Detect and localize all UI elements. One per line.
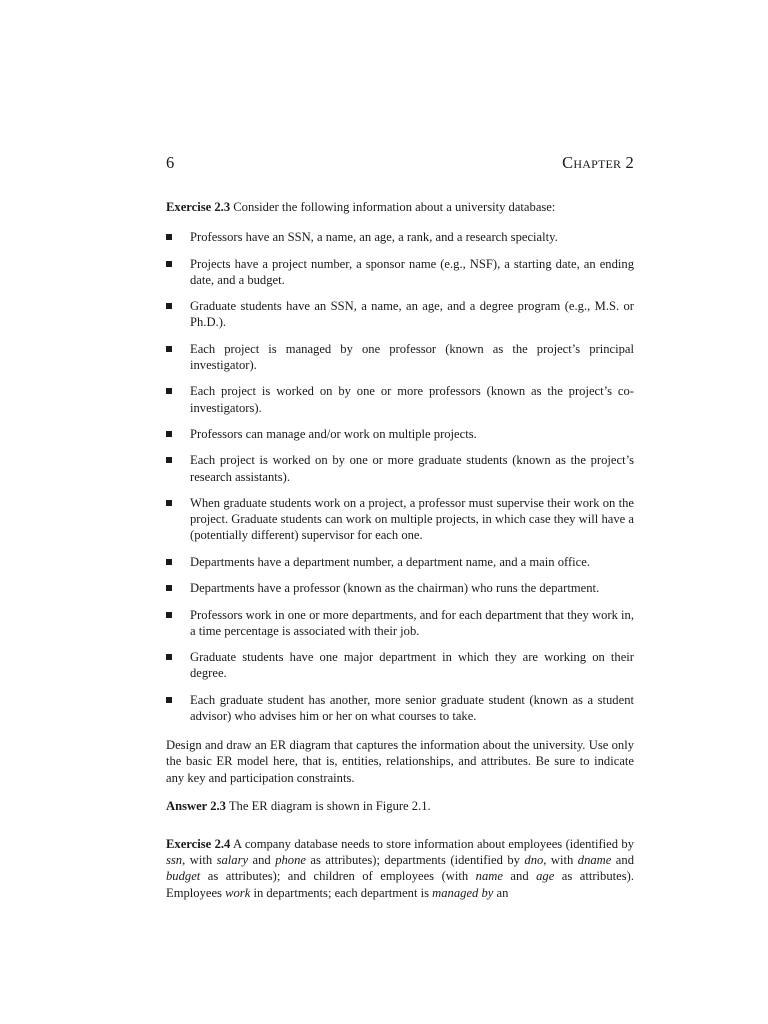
term-managed-by: managed by xyxy=(432,885,494,900)
list-item xyxy=(166,298,634,330)
text-run: and xyxy=(502,869,537,884)
term-dno: dno xyxy=(524,853,544,868)
list-item xyxy=(166,580,634,596)
list-item-text: Each graduate student has another, more senior graduate student (known as a student advisor) who advises him or her on what courses to take. xyxy=(190,692,634,723)
exercise-2-3-task: Design and draw an ER diagram that captures the information about the university. Use only the basic ER model here, that is, entities, relationships, and attributes. Be sure to indicate any key and participation constraints. xyxy=(166,738,634,785)
term-dname: dname xyxy=(577,853,612,868)
exercise-2-3-intro xyxy=(166,199,634,215)
list-item-text: Projects have a project number, a sponsor name (e.g., NSF), a starting date, an ending date, and a budget. xyxy=(190,256,634,287)
bullet-square-icon xyxy=(166,612,172,618)
list-item-text: When graduate students work on a project, a professor must supervise their work on the project. Graduate students can work on multiple projects, in which case they will have a (potentially different) supervisor for each one. xyxy=(190,495,634,543)
bullet-square-icon xyxy=(166,261,172,267)
text-run: in departments; each department is xyxy=(250,885,433,900)
requirements-list xyxy=(166,229,634,724)
list-item-text: Each project is worked on by one or more graduate students (known as the project’s research assistants). xyxy=(190,453,634,484)
text-run: , with xyxy=(543,853,578,868)
exercise-2-4 xyxy=(166,836,634,901)
page-header xyxy=(166,153,634,175)
list-item-text: Graduate students have an SSN, a name, an age, and a degree program (e.g., M.S. or Ph.D.). xyxy=(190,299,634,330)
page-content xyxy=(166,199,634,901)
bullet-square-icon xyxy=(166,457,172,463)
bullet-square-icon xyxy=(166,431,172,437)
list-item-text: Professors have an SSN, a name, an age, a rank, and a research specialty. xyxy=(190,230,558,245)
list-item-text: Departments have a professor (known as the chairman) who runs the department. xyxy=(190,581,600,596)
list-item-text: Each project is worked on by one or more professors (known as the project’s co-investigators). xyxy=(190,384,634,415)
bullet-square-icon xyxy=(166,234,172,240)
bullet-square-icon xyxy=(166,559,172,565)
text-run: A company database needs to store information about employees (identified by xyxy=(233,836,634,851)
list-item xyxy=(166,495,634,544)
text-run: and xyxy=(611,853,634,868)
term-age: age xyxy=(536,869,555,884)
text-run: as attributes); and children of employees (with xyxy=(200,869,476,884)
list-item xyxy=(166,383,634,415)
term-phone: phone xyxy=(275,853,306,868)
bullet-square-icon xyxy=(166,654,172,660)
answer-text: The ER diagram is shown in Figure 2.1. xyxy=(228,798,431,813)
bullet-square-icon xyxy=(166,697,172,703)
list-item xyxy=(166,452,634,484)
list-item xyxy=(166,229,634,245)
exercise-label: Exercise 2.4 xyxy=(166,836,231,851)
answer-2-3 xyxy=(166,798,634,814)
text-run: and xyxy=(248,853,276,868)
text-run: an xyxy=(493,885,509,900)
list-item-text: Professors can manage and/or work on multiple projects. xyxy=(190,426,477,441)
page-number: 6 xyxy=(166,153,175,172)
list-item-text: Graduate students have one major department in which they are working on their degree. xyxy=(190,650,634,681)
list-item xyxy=(166,341,634,373)
list-item xyxy=(166,426,634,442)
bullet-square-icon xyxy=(166,346,172,352)
list-item-text: Professors work in one or more departments, and for each department that they work in, a time percentage is associated with their job. xyxy=(190,607,634,638)
text-run: , with xyxy=(182,853,217,868)
bullet-square-icon xyxy=(166,388,172,394)
list-item-text: Departments have a department number, a department name, and a main office. xyxy=(190,554,590,569)
term-salary: salary xyxy=(216,853,249,868)
list-item xyxy=(166,554,634,570)
term-work: work xyxy=(225,885,251,900)
exercise-label: Exercise 2.3 xyxy=(166,200,231,214)
list-item xyxy=(166,692,634,724)
bullet-square-icon xyxy=(166,585,172,591)
term-ssn: ssn xyxy=(166,853,183,868)
list-item-text: Each project is managed by one professor (known as the project’s principal investigator). xyxy=(190,341,634,372)
list-item xyxy=(166,649,634,681)
term-budget: budget xyxy=(166,869,201,884)
text-run: as attributes); departments (identified by xyxy=(305,853,525,868)
term-name: name xyxy=(475,869,503,884)
chapter-title: Chapter 2 xyxy=(562,153,634,172)
text-run: as attributes). Employees xyxy=(166,869,634,900)
list-item xyxy=(166,256,634,288)
bullet-square-icon xyxy=(166,303,172,309)
list-item xyxy=(166,607,634,639)
answer-label: Answer 2.3 xyxy=(166,798,226,813)
bullet-square-icon xyxy=(166,500,172,506)
exercise-intro-text: Consider the following information about a university database: xyxy=(233,200,556,214)
